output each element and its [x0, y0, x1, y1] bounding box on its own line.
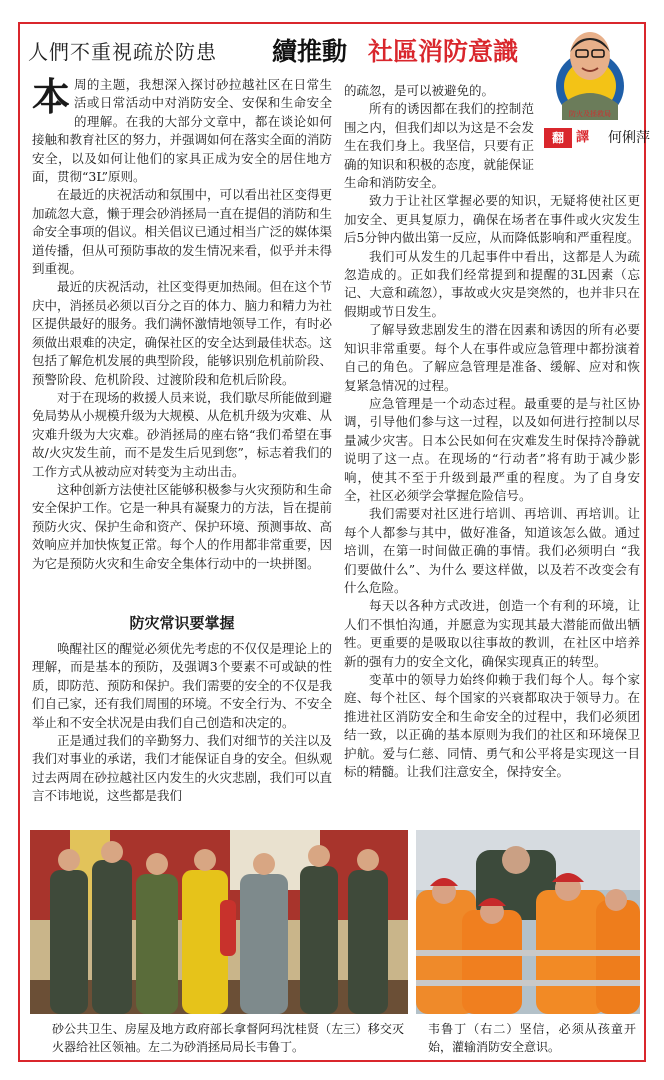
paragraph: 正是通过我们的辛勤努力、我们对细节的关注以及我们对事业的承诺，我们才能保证自身的安全。但纵观过去两周在砂拉越社区内发生的火灾悲剧，我们可以直言不讳地说，这些都是我们 [32, 733, 333, 804]
caption-right: 韦鲁丁（右二）坚信，必须从孩童开始，灌输消防安全意识。 [428, 1022, 636, 1054]
byline-label: 譯 [576, 130, 590, 145]
paragraph: 应急管理是一个动态过程。最重要的是与社区协调，引导他们参与这一过程，以及如何进行控制以尽量减少灾害。日本公民如何在灾难发生时保持冷静就说明了这一点。在现场的“行动者”将有助于减少影响，使其不至于升级到最严重的程度。为了自身安全，社区必须学会掌握危险信号。 [344, 395, 640, 503]
paragraph: 最近的庆祝活动，社区变得更加热闹。但在这个节庆中，消拯员必须以百分之百的体力、脑力和精力为社区提供最好的服务。我们满怀激情地领导工作，有时必须做出艰难的决定，确保社区的安全达到最佳状态。这包括了解危机发展的典型阶段，能够识别危机前阶段、预警阶段、危机阶段、过渡阶段和危机后阶段。 [32, 279, 333, 387]
photo-ceremony [30, 830, 408, 1014]
paragraph: 本 周的主题，我想深入探讨砂拉越社区在日常生活或日常活动中对消防安全、安保和生命安全的理解。在我的大部分文章中，都在谈论如何接触和教育社区的努力，并强调如何在落实全面的消防安全，以及如何让他们的家具正成为安全的居住地方面，贯彻“3L”原则。 [32, 74, 333, 185]
column-right [344, 82, 640, 822]
byline-name: 何俐萍 [608, 130, 650, 146]
badge-text: 防火及拯救局 [569, 110, 611, 118]
paragraph: 我们需要对社区进行培训、再培训、再培训。让每个人都参与其中，做好准备，知道该怎么做。通过培训，在第一时间做正确的事情。我们必须明白 “我们要做什么”、为什么 要这样做，以及若不改变会有什么危险。 [344, 506, 640, 595]
headline-main-red: 社區消防意識 [368, 37, 519, 66]
column-left-lower [32, 640, 332, 820]
paragraph: 的疏忽，是可以被避免的。 [344, 83, 495, 98]
paragraph: 这种创新方法使社区能够积极参与火灾预防和生命安全保护工作。它是一种具有凝聚力的方法，旨在提前预防火灾、保护生命和资产、保护环境、预测事故、高效响应并加快恢复正常。每个人的作用都非常重要，因为它是预防火灾和生命安全集体行动中的一块拼图。 [32, 481, 333, 571]
paragraph: 所有的诱因都在我们的控制范围之内，但我们却以为这是不会发生在我们身上。我坚信，只要有正确的知识和积极的态度，就能保证生命和消防安全。 [344, 101, 534, 191]
paragraph: 对于在现场的救援人员来说，我们歇尽所能做到避免局势从小规模升级为大规模、从危机升级为灾难、从灾难升级为大灾难。砂消拯局的座右铬“我们希望在事故/火灾发生前，而不是发生后见到您”，标志着我们的工作方式从被动应对转变为主动出击。 [32, 389, 333, 479]
byline-tag: 翻 [544, 128, 572, 148]
paragraph: 我们可从发生的几起事件中看出，这都是人为疏忽造成的。正如我们经常提到和提醒的3L因素（忘记、大意和疏忽），事故或火灾是突然的，也并非只在假期或节日发生。 [344, 248, 640, 319]
paragraph: 在最近的庆祝活动和氛围中，可以看出社区变得更加疏忽大意，懒于理会砂消拯局一直在提倡的消防和生命安全事项的倡议。相关倡议已通过相当广泛的媒体渠道传播，但从可预防事故的发生情况来看，似乎并未得到重视。 [32, 187, 333, 277]
paragraph: 每天以各种方式改进，创造一个有利的环境，让人们不惧怕沟通，并愿意为实现其最大潜能而做出牺牲。更重要的是吸取以往事故的教训，在社区中培养新的强有力的安全文化，确保实现真正的转型。 [344, 598, 640, 669]
drop-cap: 本 [32, 74, 71, 119]
paragraph: 变革中的领导力始终仰赖于我们每个人。每个家庭、每个社区、每个国家的兴衰都取决于领导力。在推进社区消防安全和生命安全的过程中，我们必须团结一致，以正确的基本原则为我们的社区和环境保卫护航。爱与仁慈、同情、勇气和公平将是实现这一目标的精髓。让我们注意安全，保持安全。 [344, 672, 640, 780]
caption-left: 砂公共卫生、房屋及地方政府部长拿督阿玛沈桂贤（左三）移交灭火器给社区领袖。左二为砂消拯局局长韦鲁丁。 [52, 1022, 404, 1054]
headline [28, 30, 528, 72]
subheading: 防灾常识要掌握 [129, 614, 235, 632]
photo-children [416, 830, 640, 1014]
paragraph: 致力于让社区掌握必要的知识，无疑将使社区更加安全、更具复原力，确保在场者在事件或火灾发生后5分钟内做出第一反应，从而降低影响和严重程度。 [344, 193, 640, 246]
paragraph: 了解导致悲剧发生的潜在因素和诱因的所有必要知识非常重要。每个人在事件或应急管理中都扮演着自己的角色。了解应急管理是准备、缓解、应对和恢复紧急情况的过程。 [344, 322, 640, 393]
column-left [32, 76, 332, 606]
paragraph-wrap [344, 100, 534, 192]
headline-lead: 人們不重視疏於防患 [28, 40, 217, 64]
paragraph: 唤醒社区的醒觉必须优先考虑的不仅仅是理论上的理解，而是基本的预防，及强调3个要素不可或缺的性质，即防范、预防和保护。我们需要的安全的不仅是我们自己家，还有我们周围的环境。不安全行为、不安全举止和不安全状况是由我们自己创造和决定的。 [32, 641, 333, 730]
headline-main-black: 續推動 [272, 37, 348, 66]
